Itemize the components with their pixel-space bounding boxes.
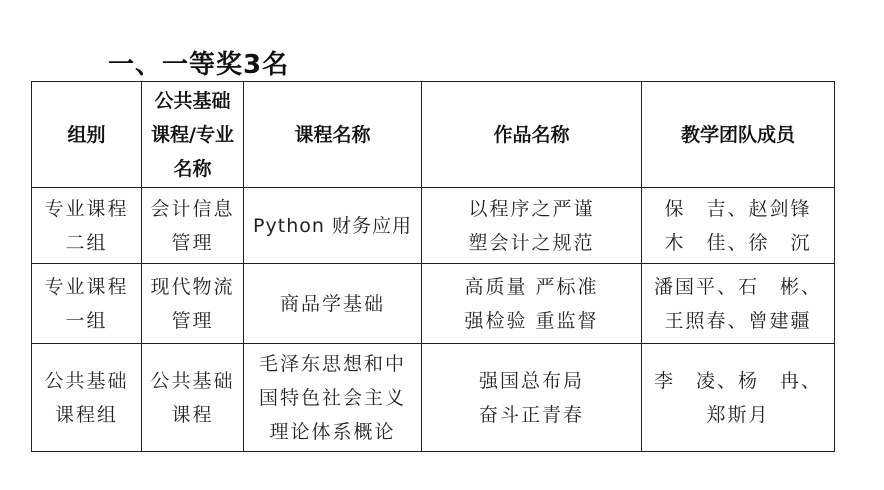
cell-line: 现代物流 — [150, 275, 235, 298]
cell-line: 公共基础 — [44, 369, 129, 392]
cell-work — [422, 188, 642, 264]
header-course-major-line: 课程/专业 — [151, 123, 234, 146]
cell-line: 国特色社会主义 — [258, 386, 406, 409]
cell-work — [422, 344, 642, 452]
cell-line: 商品学基础 — [279, 292, 385, 315]
header-team: 教学团队成员 — [642, 82, 835, 188]
header-work-name: 作品名称 — [422, 82, 642, 188]
cell-line: 会计信息 — [150, 197, 235, 220]
cell-line: 保 吉、赵剑锋 — [664, 197, 812, 220]
cell-group — [32, 264, 142, 344]
cell-line: 二组 — [65, 231, 108, 254]
cell-line: 管理 — [171, 231, 214, 254]
cell-line: 课程 — [171, 403, 214, 426]
cell-line: 一组 — [65, 309, 108, 332]
cell-line: 理论体系概论 — [269, 420, 396, 443]
cell-line: 以程序之严谨 — [468, 197, 595, 220]
cell-line: 课程组 — [54, 403, 118, 426]
table-row — [32, 264, 835, 344]
cell-line: 专业课程 — [44, 275, 129, 298]
cell-line: 李 凌、杨 冉、 — [653, 369, 822, 392]
award-table — [31, 81, 835, 452]
cell-line: 木 佳、徐 沉 — [664, 231, 812, 254]
cell-line: 管理 — [171, 309, 214, 332]
cell-line: 毛泽东思想和中 — [258, 352, 406, 375]
cell-work — [422, 264, 642, 344]
cell-major — [142, 344, 244, 452]
cell-line: 王照春、曾建疆 — [664, 309, 812, 332]
cell-line: 郑斯月 — [706, 403, 770, 426]
header-group: 组别 — [32, 82, 142, 188]
cell-major — [142, 264, 244, 344]
section-heading: 一、一等奖3名 — [108, 50, 290, 80]
cell-team — [642, 264, 835, 344]
header-course-name: 课程名称 — [244, 82, 422, 188]
cell-line: Python 财务应用 — [253, 214, 412, 237]
cell-line: 强国总布局 — [478, 369, 584, 392]
table-row — [32, 188, 835, 264]
cell-line: 奋斗正青春 — [478, 403, 584, 426]
table-header-row — [32, 82, 835, 188]
cell-line: 强检验 重监督 — [464, 309, 599, 332]
cell-course — [244, 264, 422, 344]
cell-group — [32, 344, 142, 452]
header-course-major-line: 公共基础 — [154, 89, 231, 112]
cell-line: 潘国平、石 彬、 — [653, 275, 822, 298]
cell-course — [244, 344, 422, 452]
cell-group — [32, 188, 142, 264]
header-course-major — [142, 82, 244, 188]
cell-team — [642, 344, 835, 452]
table-row — [32, 344, 835, 452]
header-course-major-line: 名称 — [173, 157, 212, 180]
cell-line: 公共基础 — [150, 369, 235, 392]
cell-line: 塑会计之规范 — [468, 231, 595, 254]
cell-team — [642, 188, 835, 264]
cell-major — [142, 188, 244, 264]
cell-line: 专业课程 — [44, 197, 129, 220]
cell-course — [244, 188, 422, 264]
cell-line: 高质量 严标准 — [464, 275, 599, 298]
